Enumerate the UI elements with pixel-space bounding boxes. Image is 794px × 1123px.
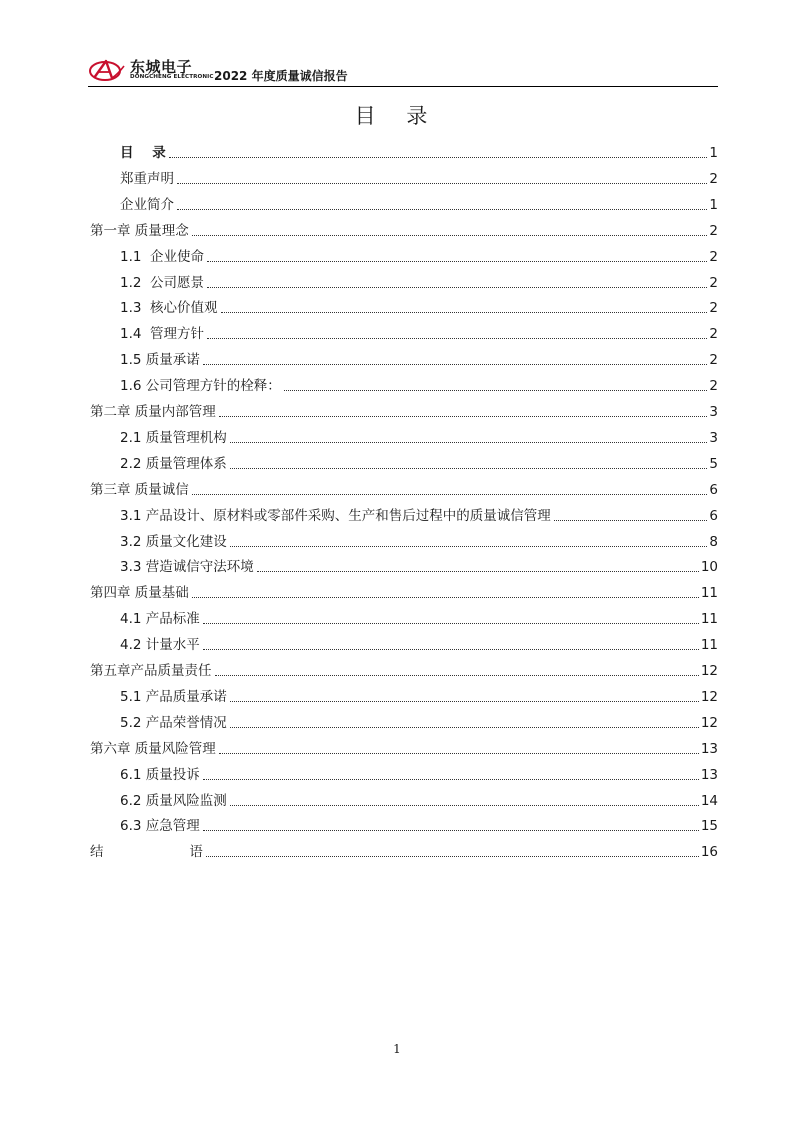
toc-dot-leader [221,312,708,313]
toc-dot-leader [215,675,699,676]
toc-entry-page: 12 [700,715,718,731]
toc-entry[interactable] [90,582,718,602]
toc-entry-page: 1 [709,197,718,213]
toc-dot-leader [207,287,707,288]
toc-entry-page: 11 [700,585,718,601]
toc-entry[interactable] [120,815,718,835]
toc-entry-label: 1.5 质量承诺 [120,352,200,368]
toc-entry[interactable] [120,453,718,473]
toc-entry-label: 2.1 质量管理机构 [120,430,227,446]
toc-entry-label: 第六章 质量风险管理 [90,741,216,757]
toc-entry-page: 15 [700,818,718,834]
toc-dot-leader [169,157,708,158]
toc-dot-leader [230,546,708,547]
toc-entry[interactable] [90,738,718,758]
toc-entry[interactable] [120,531,718,551]
toc-entry[interactable] [90,660,718,680]
toc-entry-page: 3 [709,430,718,446]
toc-dot-leader [207,338,707,339]
toc-entry-page: 1 [709,145,718,161]
toc-entry[interactable] [120,505,718,525]
toc-entry[interactable] [120,194,718,214]
toc-dot-leader [192,235,708,236]
toc-entry[interactable] [120,790,718,810]
toc-entry-label: 1.1 企业使命 [120,249,205,265]
company-logo-icon [88,58,126,82]
header-divider [88,86,718,87]
toc-entry-page: 10 [700,559,718,575]
toc-dot-leader [219,416,708,417]
toc-entry-page: 2 [709,249,718,265]
toc-dot-leader [230,701,699,702]
toc-dot-leader [207,261,707,262]
toc-dot-leader [203,623,699,624]
toc-entry[interactable] [120,168,718,188]
toc-entry-label: 第二章 质量内部管理 [90,404,216,420]
toc-entry-label: 6.1 质量投诉 [120,767,200,783]
toc-entry-page: 11 [700,637,718,653]
toc-entry-label: 1.6 公司管理方针的栓释： [120,378,281,394]
toc-dot-leader [192,597,699,598]
toc-entry-page: 2 [709,300,718,316]
toc-entry-page: 8 [709,534,718,550]
toc-entry[interactable] [90,401,718,421]
toc-dot-leader [192,494,708,495]
toc-entry-page: 2 [709,352,718,368]
toc-entry[interactable] [120,712,718,732]
toc-entry[interactable] [90,841,718,861]
toc-entry-page: 13 [700,767,718,783]
toc-entry-page: 12 [700,663,718,679]
toc-entry[interactable] [120,556,718,576]
toc-dot-leader [203,364,708,365]
brand-name-en: DONGCHENG ELECTRONIC [130,74,214,80]
report-title: 2022 年度质量诚信报告 [214,69,348,83]
toc-entry-label: 第四章 质量基础 [90,585,189,601]
toc-entry[interactable] [120,246,718,266]
brand-name-cn: 东城电子 [130,58,193,76]
toc-entry-page: 2 [709,223,718,239]
toc-entry-page: 5 [709,456,718,472]
toc-entry-page: 6 [709,482,718,498]
toc-entry-page: 6 [709,508,718,524]
page-number: 1 [393,1042,401,1056]
toc-entry-label: 第一章 质量理念 [90,223,189,239]
toc-entry[interactable] [120,297,718,317]
toc-dot-leader [206,856,699,857]
toc-dot-leader [230,727,699,728]
toc-entry[interactable] [120,764,718,784]
toc-entry-page: 2 [709,275,718,291]
toc-entry-label: 4.1 产品标准 [120,611,200,627]
toc-entry[interactable] [90,220,718,240]
toc-entry-page: 3 [709,404,718,420]
toc-entry[interactable] [120,272,718,292]
toc-entry[interactable] [120,142,718,162]
toc-dot-leader [203,649,699,650]
toc-entry-label: 第三章 质量诚信 [90,482,189,498]
toc-dot-leader [230,442,708,443]
toc-dot-leader [177,209,707,210]
toc-entry[interactable] [120,608,718,628]
toc-entry[interactable] [120,634,718,654]
page-title: 目 录 [354,104,440,128]
toc-entry[interactable] [90,479,718,499]
toc-entry-label: 6.2 质量风险监测 [120,793,227,809]
toc-entry-label: 企业简介 [120,197,174,213]
toc-entry-page: 2 [709,171,718,187]
toc-entry-page: 14 [700,793,718,809]
toc-dot-leader [219,753,699,754]
toc-entry-label: 3.1 产品设计、原材料或零部件采购、生产和售后过程中的质量诚信管理 [120,508,551,524]
toc-entry-label: 2.2 质量管理体系 [120,456,227,472]
toc-entry-label: 1.4 管理方针 [120,326,205,342]
toc-dot-leader [177,183,707,184]
toc-entry-label: 5.2 产品荣誉情况 [120,715,227,731]
page-header [88,56,718,86]
toc-entry[interactable] [120,375,718,395]
toc-dot-leader [203,830,699,831]
toc-entry-label: 5.1 产品质量承诺 [120,689,227,705]
toc-entry-page: 16 [700,844,718,860]
toc-dot-leader [230,805,699,806]
toc-entry[interactable] [120,686,718,706]
toc-dot-leader [284,390,708,391]
toc-entry-page: 13 [700,741,718,757]
toc-entry-label: 郑重声明 [120,171,174,187]
toc-entry-page: 2 [709,378,718,394]
toc-dot-leader [554,520,708,521]
toc-entry-label: 1.3 核心价值观 [120,300,218,316]
toc-entry-label: 结 语 [90,844,203,860]
toc-entry-page: 12 [700,689,718,705]
toc-dot-leader [203,779,699,780]
toc-entry-label: 3.2 质量文化建设 [120,534,227,550]
toc-entry[interactable] [120,323,718,343]
toc-dot-leader [257,571,699,572]
toc-entry-page: 11 [700,611,718,627]
toc-entry-label: 3.3 营造诚信守法环境 [120,559,254,575]
toc-entry[interactable] [120,349,718,369]
toc-entry[interactable] [120,427,718,447]
toc-entry-label: 4.2 计量水平 [120,637,200,653]
toc-dot-leader [230,468,708,469]
toc-entry-label: 目 录 [120,145,166,161]
toc-entry-label: 第五章产品质量责任 [90,663,212,679]
toc-entry-page: 2 [709,326,718,342]
toc-entry-label: 6.3 应急管理 [120,818,200,834]
toc-entry-label: 1.2 公司愿景 [120,275,205,291]
